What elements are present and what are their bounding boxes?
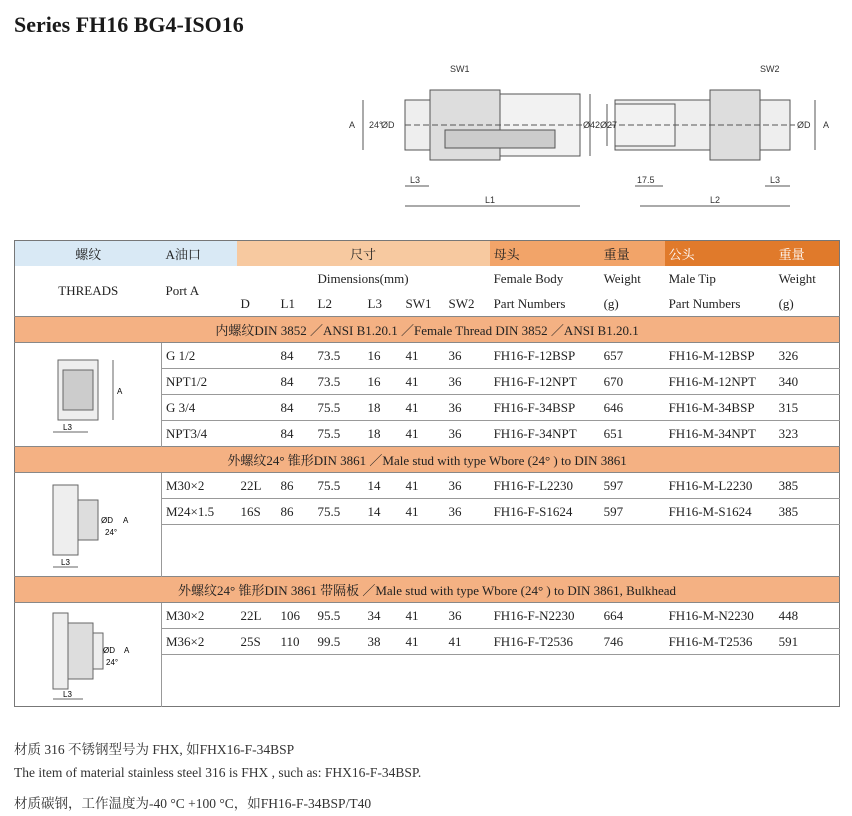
cell-sw1: 41 [402,499,445,525]
thumb-bulkhead [15,603,162,707]
cell-l3: 14 [364,473,402,499]
cell-l2: 75.5 [314,499,364,525]
cell-l1: 84 [280,425,294,441]
cell-d: 16S [237,499,277,525]
cell-female: FH16-F-L2230 [490,473,600,499]
hdr-dims-en: Dimensions(mm) [317,270,409,286]
cell-l2: 75.5 [317,425,341,441]
dim-17-5-label: 17.5 [637,175,655,185]
hdr-weight-cn: 重量 [600,241,665,267]
cell-mw: 326 [775,343,840,369]
cell-l2: 75.5 [314,473,364,499]
cell-fw: 746 [600,629,665,655]
cell-female: FH16-F-N2230 [490,603,600,629]
male-stud-sketch [43,475,133,575]
cell-port: M30×2 [162,473,237,499]
thumb3-a: A [124,645,130,655]
l3-label-right: L3 [770,175,781,185]
thumb-male-stud [15,473,162,577]
cell-female: FH16-F-34NPT [493,425,577,441]
a-label-right: A [823,120,830,130]
hdr-col-sw1: SW1 [405,295,432,311]
cell-l1: 84 [277,369,314,395]
cell-fw: 670 [600,369,665,395]
cell-sw2: 36 [445,369,490,395]
hdr-part-numbers: Part Numbers [493,295,566,311]
female-thread-sketch [43,350,133,440]
thumb3-l3: L3 [63,689,72,699]
cell-female: FH16-F-S1624 [490,499,600,525]
thumb2-deg: 24° [105,527,118,537]
cell-sw2: 41 [445,629,490,655]
hdr-col-l2: L2 [317,295,332,311]
thumb2-a: A [123,515,129,525]
cell-fw: 646 [600,395,665,421]
cell-sw1: 41 [405,425,419,441]
hdr-threads-en: THREADS [58,283,119,298]
empty-cell [162,655,840,707]
d-label-right: ØD [797,120,811,130]
thumb1-l3: L3 [63,422,72,432]
table-row [15,343,840,369]
cell-l3: 14 [364,499,402,525]
header-en-row1 [15,266,840,291]
cell-sw1: 41 [402,629,445,655]
hdr-weight2-en: Weight [778,270,816,286]
cell-l3: 34 [364,603,402,629]
l3-label-left: L3 [410,175,421,185]
hdr-grams: (g) [603,295,619,311]
sw2-label: SW2 [760,64,780,74]
cell-port: NPT3/4 [162,421,237,447]
hdr-male-cn: 公头 [665,241,775,267]
hdr-port-cn: A油口 [162,241,237,267]
cell-male: FH16-M-34NPT [668,425,756,441]
cell-d: 25S [237,629,277,655]
coupling-drawing [345,58,845,216]
cell-fw: 651 [603,425,624,441]
cell-l2: 95.5 [314,603,364,629]
hdr-threads-cn: 螺纹 [15,241,162,267]
d-label-left: ØD [381,120,395,130]
cell-male: FH16-M-34BSP [665,395,775,421]
cell-female: FH16-F-T2536 [490,629,600,655]
hdr-dims-cn: 尺寸 [237,241,490,267]
cell-d [237,369,277,395]
note-line-2: The item of material stainless steel 316 is FHX , such as: FHX16-F-34BSP. [14,765,422,780]
page-title: Series FH16 BG4-ISO16 [14,12,244,37]
cell-mw: 385 [775,473,840,499]
cell-mw: 340 [775,369,840,395]
cell-female: FH16-F-34BSP [490,395,600,421]
cell-l2: 75.5 [314,395,364,421]
cell-sw2: 36 [445,603,490,629]
cell-fw: 664 [600,603,665,629]
table-row [15,473,840,499]
cell-sw2: 36 [445,343,490,369]
hdr-weight-en: Weight [603,270,641,286]
cell-sw1: 41 [402,473,445,499]
cell-l2: 99.5 [314,629,364,655]
hdr-port-en: Port A [165,283,200,298]
cell-female: FH16-F-12NPT [490,369,600,395]
d42-label: Ø42 [583,120,601,130]
section-3-label: 外螺纹24° 锥形DIN 3861 带隔板 ／Male stud with type Wbore (24° ) to DIN 3861, Bulkhead [15,577,840,603]
cell-male: FH16-M-S1624 [665,499,775,525]
cell-port: M30×2 [162,603,237,629]
l2-label: L2 [710,195,721,205]
cell-male: FH16-M-L2230 [665,473,775,499]
hdr-female-en: Female Body [493,270,564,286]
cell-l1: 86 [277,473,314,499]
cell-male: FH16-M-12BSP [665,343,775,369]
cell-mw: 315 [775,395,840,421]
cell-l1: 84 [277,395,314,421]
d27-label: Ø27 [600,120,618,130]
cell-sw1: 41 [402,603,445,629]
cell-l3: 18 [367,425,381,441]
cell-l1: 110 [277,629,314,655]
cell-l3: 38 [364,629,402,655]
hdr-part-numbers2: Part Numbers [668,295,741,311]
section-band [15,317,840,343]
a-label: A [349,120,356,130]
hdr-grams2: (g) [778,295,794,311]
cell-male: FH16-M-12NPT [665,369,775,395]
cell-l1: 86 [277,499,314,525]
thumb2-d: ØD [101,515,113,525]
hdr-col-l3: L3 [367,295,382,311]
l1-label: L1 [485,195,496,205]
cell-d [237,343,277,369]
cell-d [237,421,277,447]
cell-sw1: 41 [402,369,445,395]
hdr-female-cn: 母头 [490,241,600,267]
cell-port: NPT1/2 [162,369,237,395]
cell-mw: 591 [775,629,840,655]
bulkhead-sketch [43,605,133,705]
section-band [15,577,840,603]
cell-mw: 448 [775,603,840,629]
cell-sw2: 36 [445,473,490,499]
cell-l2: 73.5 [314,343,364,369]
hdr-col-sw2: SW2 [448,295,475,311]
cell-d [237,395,277,421]
empty-cell [162,525,840,577]
cell-fw: 597 [600,499,665,525]
cell-d: 22L [237,473,277,499]
cell-mw: 385 [775,499,840,525]
cell-male: FH16-M-N2230 [665,603,775,629]
thumb-female-thread [15,343,162,447]
cell-port: G 3/4 [162,395,237,421]
header-cn-row [15,241,840,267]
cell-male: FH16-M-T2536 [665,629,775,655]
cell-port: M24×1.5 [162,499,237,525]
cell-mw: 323 [778,425,799,441]
cell-l3: 16 [364,369,402,395]
cell-sw2: 36 [445,395,490,421]
hdr-col-l1: L1 [280,295,295,311]
section-band [15,447,840,473]
section-1-label: 内螺纹DIN 3852 ／ANSI B1.20.1 ／Female Thread DIN 3852 ／ANSI B1.20.1 [15,317,840,343]
cell-l3: 16 [364,343,402,369]
note-line-1: 材质 316 不锈钢型号为 FHX, 如FHX16-F-34BSP [14,742,295,757]
cell-sw2: 36 [445,499,490,525]
cell-l1: 84 [277,343,314,369]
hdr-weight2-cn: 重量 [775,241,840,267]
cell-sw1: 41 [402,343,445,369]
section-2-label: 外螺纹24° 锥形DIN 3861 ／Male stud with type Wbore (24° ) to DIN 3861 [15,447,840,473]
cell-l3: 18 [364,395,402,421]
deg-label: 24° [369,120,383,130]
cell-port: G 1/2 [162,343,237,369]
sw1-label: SW1 [450,64,470,74]
thumb3-d: ØD [103,645,115,655]
hdr-male-en: Male Tip [668,270,716,286]
cell-port: M36×2 [162,629,237,655]
cell-female: FH16-F-12BSP [490,343,600,369]
spec-table [14,240,840,707]
note-line-3: 材质碳钢，工作温度为-40 °C +100 °C，如FH16-F-34BSP/T40 [14,796,372,811]
table-row [15,603,840,629]
cell-sw1: 41 [402,395,445,421]
cell-fw: 657 [600,343,665,369]
cell-fw: 597 [600,473,665,499]
hdr-col-d: D [240,295,250,311]
thumb2-l3: L3 [61,557,70,567]
thumb1-a: A [117,386,123,396]
cell-l2: 73.5 [314,369,364,395]
cell-sw2: 36 [448,425,462,441]
cell-d: 22L [237,603,277,629]
thumb3-deg: 24° [106,657,119,667]
cell-l1: 106 [277,603,314,629]
